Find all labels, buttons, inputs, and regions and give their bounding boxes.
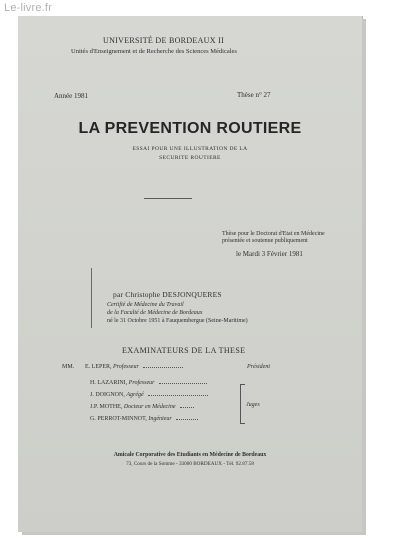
author-credential-1: Certifié de Médecine du Travail xyxy=(107,302,184,308)
examiner-role: Docteur en Médecine xyxy=(123,404,176,410)
author-name: par Christophe DESJONQUERES xyxy=(113,290,222,299)
institution-name: Unités d'Enseignement et de Recherche des Sciences Médicales xyxy=(71,48,237,55)
university-name: UNIVERSITÉ DE BORDEAUX II xyxy=(103,36,225,45)
watermark: Le-livre.fr xyxy=(4,2,53,14)
examiner-name: J.P. MOTHE xyxy=(90,404,121,410)
thesis-description-2: présentée et soutenue publiquement xyxy=(222,238,308,244)
judges-label: Juges xyxy=(246,402,260,408)
president-label: Président xyxy=(247,364,270,370)
subtitle-line-2: SECURITE ROUTIERE xyxy=(159,155,221,161)
dotted-leader xyxy=(148,394,208,396)
examiner-name: H. LAZARINI xyxy=(90,380,126,386)
dotted-leader xyxy=(176,418,198,420)
dotted-leader xyxy=(180,406,194,408)
examiners-prefix: MM. xyxy=(62,364,75,370)
examiner-role: Professeur xyxy=(113,364,139,370)
thesis-year: Année 1981 xyxy=(54,92,89,100)
publisher-address: 73, Cours de la Somme - 33000 BORDEAUX - Tél. 92.87.58 xyxy=(126,461,254,467)
dotted-leader xyxy=(143,366,183,368)
examiner-row: H. LAZARINI, Professeur xyxy=(90,380,210,386)
examiner-role: Agrégé xyxy=(126,392,144,398)
title-page xyxy=(18,16,362,532)
dotted-leader xyxy=(159,382,207,384)
examiner-role: Ingénieur xyxy=(148,416,172,422)
examiner-role: Professeur xyxy=(128,380,155,386)
document-title: LA PREVENTION ROUTIERE xyxy=(78,120,302,137)
examiner-name: G. PERROT-MINNOT xyxy=(90,416,146,422)
defense-date: le Mardi 3 Février 1981 xyxy=(236,250,303,258)
examiner-row: E. LEPER, Professeur xyxy=(85,364,186,370)
examiners-heading: EXAMINATEURS DE LA THESE xyxy=(122,346,246,355)
examiner-name: E. LEPER xyxy=(85,364,110,370)
judges-brace xyxy=(240,384,245,424)
subtitle-line-1: ESSAI POUR UNE ILLUSTRATION DE LA xyxy=(132,146,248,152)
examiner-row: J. DOIGNON, Agrégé xyxy=(90,392,211,398)
examiner-row: G. PERROT-MINNOT, Ingénieur xyxy=(90,416,201,422)
author-birth: né le 31 Octobre 1951 à Fauquembergue (Seine-Maritime) xyxy=(107,318,248,324)
examiner-name: J. DOIGNON xyxy=(90,392,124,398)
separator-rule xyxy=(144,198,192,199)
vertical-rule xyxy=(91,268,92,328)
publisher-name: Amicale Corporative des Etudiants en Médecine de Bordeaux xyxy=(113,452,267,458)
author-credential-2: de la Faculté de Médecine de Bordeaux xyxy=(107,310,203,316)
examiner-row: J.P. MOTHE, Docteur en Médecine xyxy=(90,404,197,410)
thesis-description-1: Thèse pour le Doctorat d'Etat en Médecine xyxy=(222,231,325,237)
thesis-number: Thèse n° 27 xyxy=(237,91,271,99)
